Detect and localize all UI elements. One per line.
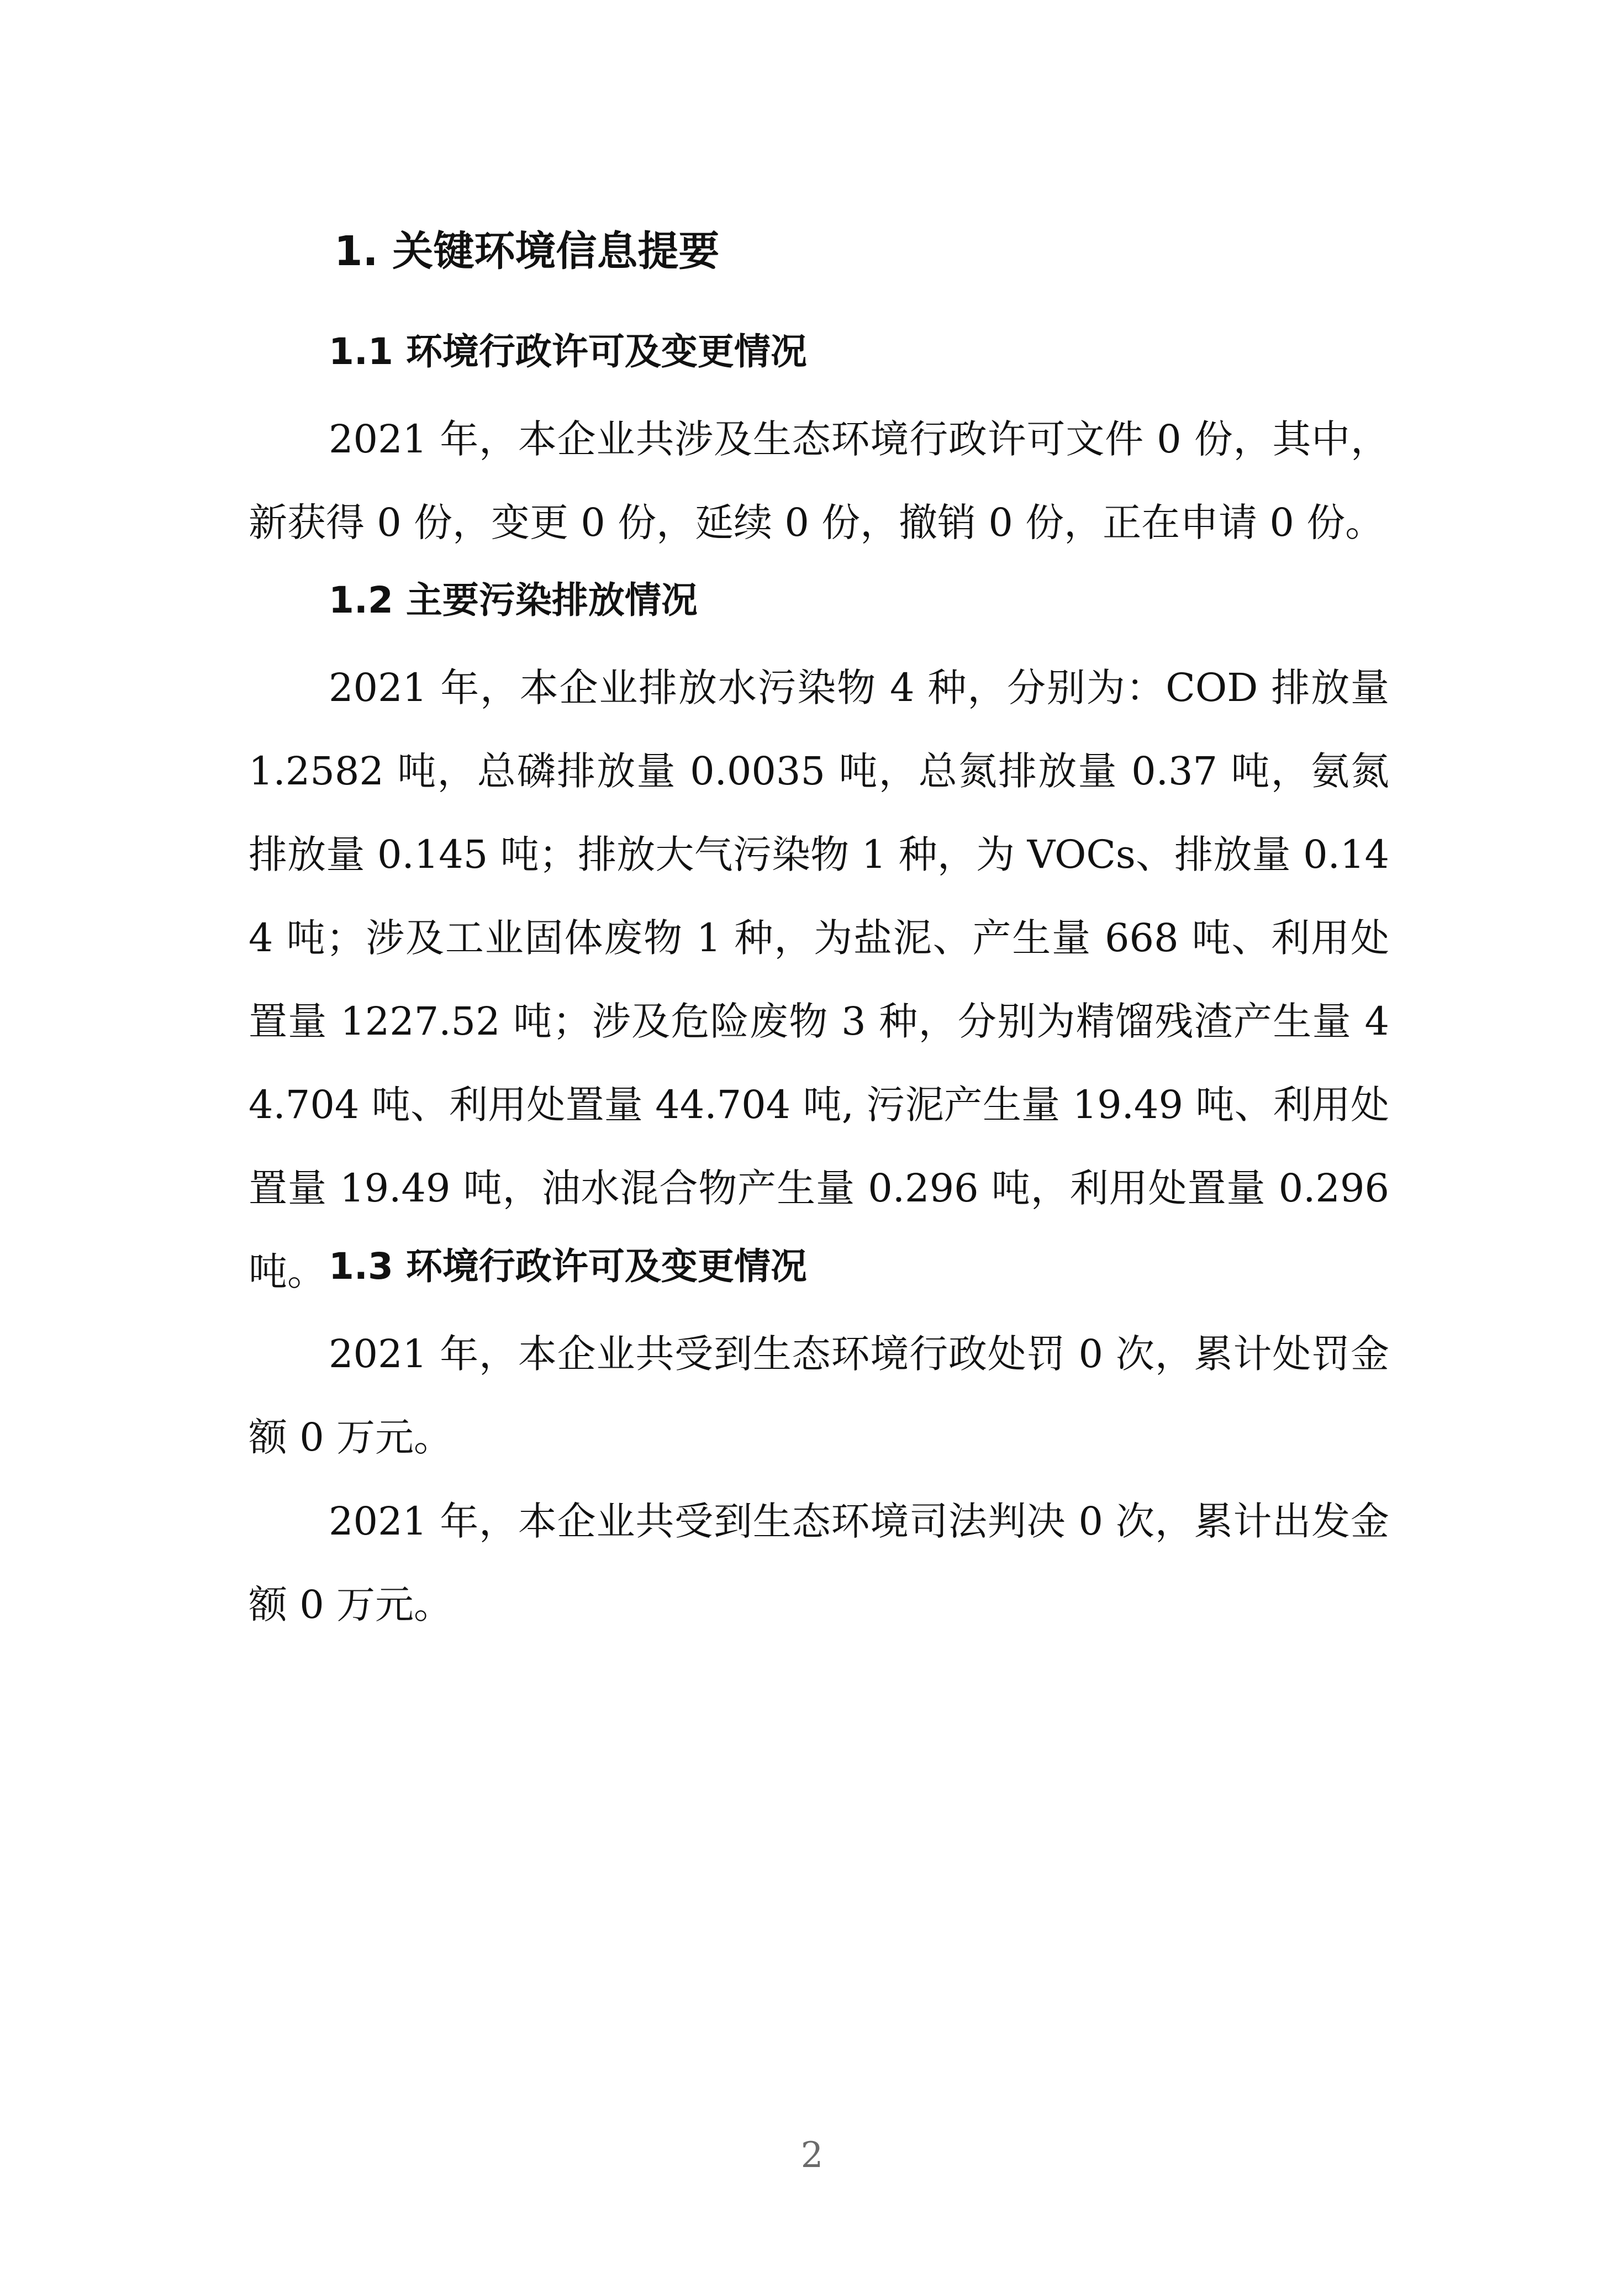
section-1-2-heading: 1.2 主要污染排放情况 [329,579,698,621]
section-1-1-paragraph: 2021 年，本企业共涉及生态环境行政许可文件 0 份，其中，新获得 0 份，变更 0 份，延续 0 份，撤销 0 份，正在申请 0 份。 [249,417,1389,545]
main-heading: 1. 关键环境信息提要 [334,228,720,275]
section-1-3-paragraph-2: 2021 年，本企业共受到生态环境司法判决 0 次，累计出发金额 0 万元。 [249,1499,1389,1627]
section-1-1-heading: 1.1 环境行政许可及变更情况 [329,330,807,373]
section-1-3-heading: 1.3 环境行政许可及变更情况 [329,1245,807,1288]
page-number: 2 [800,2135,824,2176]
section-1-3-paragraph-1: 2021 年，本企业共受到生态环境行政处罚 0 次，累计处罚金额 0 万元。 [249,1331,1389,1460]
section-1-2-paragraph: 2021 年，本企业排放水污染物 4 种，分别为：COD 排放量 1.2582 吨，总磷排放量 0.0035 吨，总氮排放量 0.37 吨，氨氮排放量 0.145 吨；排放大气污染物 1 种，为 VOCs、排放量 0.144 吨；涉及工业固体废物 1 种，为盐泥、产生量 668 吨、利用处置量 1227.52 吨；涉及危险废物 3 种，分别为精馏残渣产生量 44.704 吨、利用处置量 44.704 吨, 污泥产生量 19.49 吨、利用处置量 19.49 吨，油水混合物产生量 0.296 吨，利用处置量 0.296 吨。 [249,665,1389,1294]
